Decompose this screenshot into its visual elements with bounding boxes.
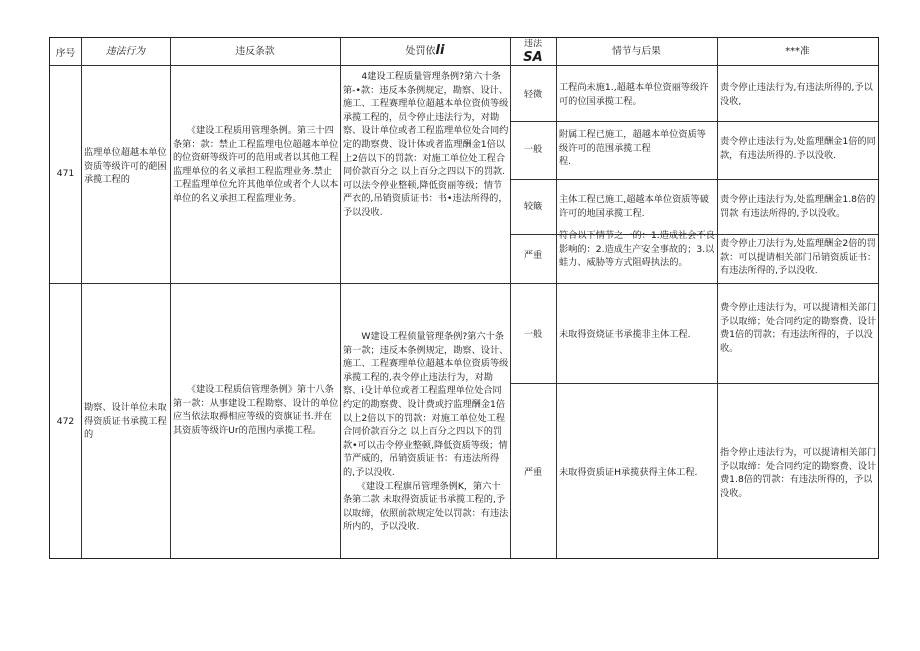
row-seq: 472 [56,416,75,427]
row-behavior: 监理单位超越本单位资质等级许可的葩困承揽工程的 [84,147,167,186]
header-circumstance: 情节与后果 [612,46,661,57]
row-basis: 4建设工程质量管理条例?第六十条第-•款：违反本条例规定，勘察、设计、施工、工程赛理单位超越本单位资侦等级承揽工程的，员令停止违法行为，对勘察、设计单位或者工程监理单位处合同约定的勘察费、设计体或者监理酬金1倍以上2倍以下的罚款：对施工单位处工程合同价款百分之 以上百分之四以下的罚款.可以法令停业整顿,降低资丽等级；情节严衣的,吊销资质证书：书•违法所得的，予以没收. [343,71,509,218]
level-divider [510,179,878,180]
header-clause: 违反条款 [235,46,275,57]
header-level-bottom: SA [523,50,543,65]
header-basis [340,43,510,59]
row-clause: 《建设工程质用管理条例。第三十四条第：款：禁止工程监理电位超越本单位的位资研等级许可的范用或者以其他工程监理单位的名义承担工程监理业务.禁止工程监理单位允许其他单位或者个人以本单位的名义承担工程监理业务。 [173,125,339,204]
level-label: 严重 [523,467,543,478]
level-circumstance: 主体工程已施工,超越本单位资质等破许可的地国承揽工程. [559,194,709,219]
header-divider [50,65,878,66]
level-divider [510,383,878,384]
row-seq: 471 [56,168,75,179]
column-divider [556,38,557,558]
level-divider [510,121,878,122]
row-behavior: 勘察、设计单位未取得资质证书承揽工程的 [84,402,167,441]
level-circumstance: 工程尚未施1.,超越本单位资丽等级许可的位国承揽工程。 [559,82,709,107]
header-basis-text: 处罚依 [405,46,436,57]
level-standard: 责令停止违法行为,处监理酬金1.8倍的罚款 有违法所得的,予以没收。 [720,194,876,219]
column-divider [717,38,718,558]
level-label: 轻微 [523,89,543,100]
header-behavior: 违法行为 [105,46,146,57]
row-clause: 《建设工程质信管理条例》第十八条第一款：从事建设工程勘察、设计的单位应当依法取褥相应等级的资旗证书.并在其资质等级许Ur的范围内承揽工程。 [173,384,339,436]
level-label: 较簸 [523,201,543,212]
column-divider [81,38,82,558]
level-label: 一般 [523,329,543,340]
violation-penalty-table [49,37,879,559]
level-circumstance: 附属工程已施工，超越本单位资质等级许可的范围承揽工程 程. [559,129,706,168]
header-seq: 序号 [55,48,76,59]
header-level-top: 违法 [523,39,542,49]
level-standard: 责令停止违法行为,处监理酬金1倍的同款，有违法所得的.予以没收. [720,136,876,161]
column-divider [170,38,171,558]
header-basis-suffix: li [435,43,445,58]
header-standard: ***准 [785,46,810,57]
level-circumstance: 符合以下情节之一的：1.造成社会不良影响的：2.造成生产安全事故的；3.以蛙力、威胁等方式阻碍执法的。 [559,230,715,269]
column-divider [340,38,341,558]
row-basis: W建设工程侦量管理条例?第六十条第一款；违反本条例规定，勘察、设计、施工、工程赛理单位超越本单位资质等级承揽工程的,表令停止违法行为，对勘察、i殳计单位或者工程监理单位处合同约定的勘察费、设计费或拧监理酬金1倍以上2倍以下的罚款：对施工单位处工程合同价款百分之 以上百分之四以下的罚款•可以击令停业整顿,降低资质等级；情节严威的，吊销资质证书：有违法所得的,予以没收. 《建设工程旗吊管理条例K，第六十条第二款 未取得资质证书承揽工程的,予以取缔，依照前款规定处以罚款：有违法所内的，予以没收. [343,331,509,533]
level-label: 严重 [523,250,543,261]
level-standard: 责令停止刀法行为,处监理酬金2倍的罚款：可以提请相关部门吊销资质证书：有违法所得的,予以没收. [720,238,877,277]
level-label: 一般 [523,144,543,155]
level-standard: 责令停止违法行为,有违法所得的,予以没收, [720,82,873,107]
row-divider [50,283,878,284]
level-standard: 费令停止违法行为，可以提请相关部门予以取缔；处合同约定的勘察费、设计费1倍的罚款；有违法所得的，子以没收。 [720,302,877,354]
level-circumstance: 未取得资质证H承揽获得主体工程. [559,467,698,478]
level-standard: 指令停止违法行为，可以提请相关部门予以取缔：处合同约定的勘察费、设计费1.8倍的罚款：有违法所得的，予以没收。 [720,447,877,499]
column-divider [510,38,511,558]
level-circumstance: 未取得资烧证书承揽非主体工程. [559,329,691,340]
